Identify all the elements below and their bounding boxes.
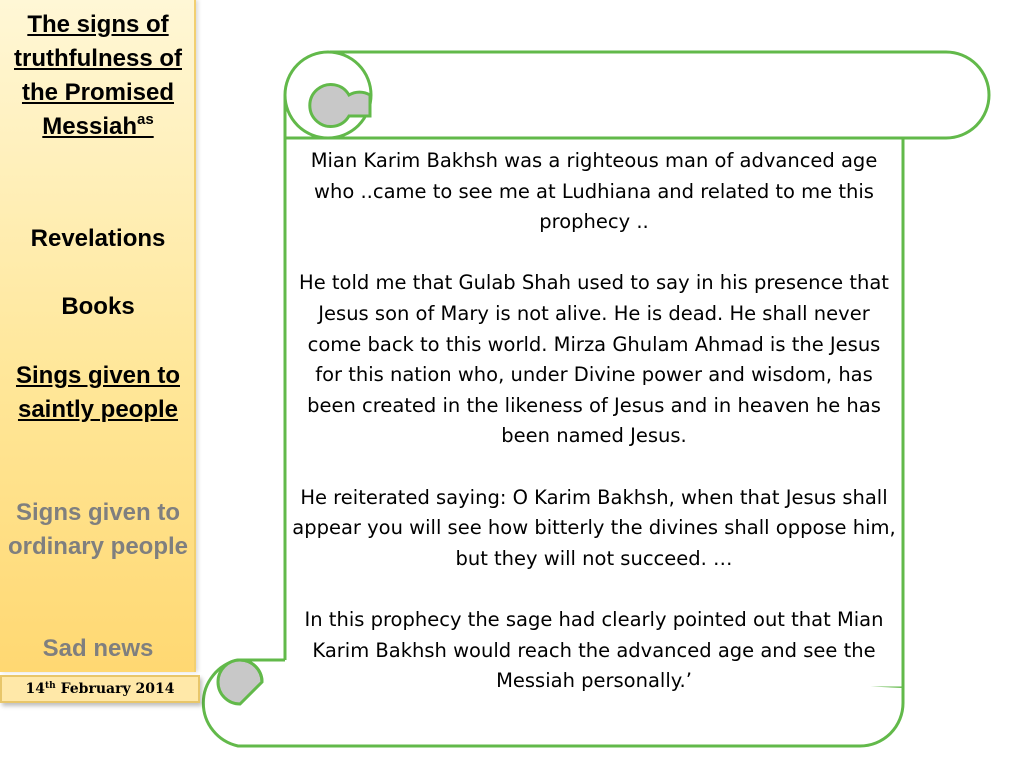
- sidebar-item-sad-news[interactable]: Sad news: [42, 635, 154, 662]
- sidebar-item-books[interactable]: Books: [61, 293, 135, 320]
- sidebar-nav: [0, 0, 196, 672]
- sidebar-item-revelations[interactable]: Revelations: [30, 225, 166, 252]
- date-badge: [0, 675, 200, 703]
- scroll-paragraph-4: In this prophecy the sage had clearly pointed out that Mian Karim Bakhsh would reach the advanced age and see the Messiah personally.’: [304, 607, 884, 693]
- sidebar-item-ordinary-people[interactable]: Signs given to ordinary people: [7, 499, 189, 560]
- date-day-suffix: th: [45, 681, 56, 691]
- scroll-paragraph-3: He reiterated saying: O Karim Bakhsh, when that Jesus shall appear you will see how bitterly the divines shall oppose him, but they will not succeed. …: [292, 485, 896, 570]
- date-day: 14: [25, 681, 46, 697]
- date-rest: February 2014: [60, 681, 175, 697]
- scroll-paragraph-2: He told me that Gulab Shah used to say in his presence that Jesus son of Mary is not alive. He is dead. He shall never come back to this world. Mirza Ghulam Ahmad is the Jesus for this nation who, under Divine power and wisdom, has been created in the likeness of Jesus and in heaven he has been named Jesus.: [299, 271, 889, 448]
- sidebar-title-text: The signs of truthfulness of the Promised Messiah: [14, 11, 182, 140]
- scroll-paragraph-1: Mian Karim Bakhsh was a righteous man of advanced age who ..came to see me at Ludhiana and related to me this prophecy ..: [310, 149, 878, 234]
- sidebar-title-superscript: as: [137, 111, 154, 128]
- sidebar-item-saintly-people[interactable]: Sings given to saintly people: [15, 362, 180, 423]
- scroll-text: [292, 146, 896, 697]
- scroll-top-roll: [330, 52, 989, 138]
- sidebar-title-link[interactable]: [6, 8, 190, 144]
